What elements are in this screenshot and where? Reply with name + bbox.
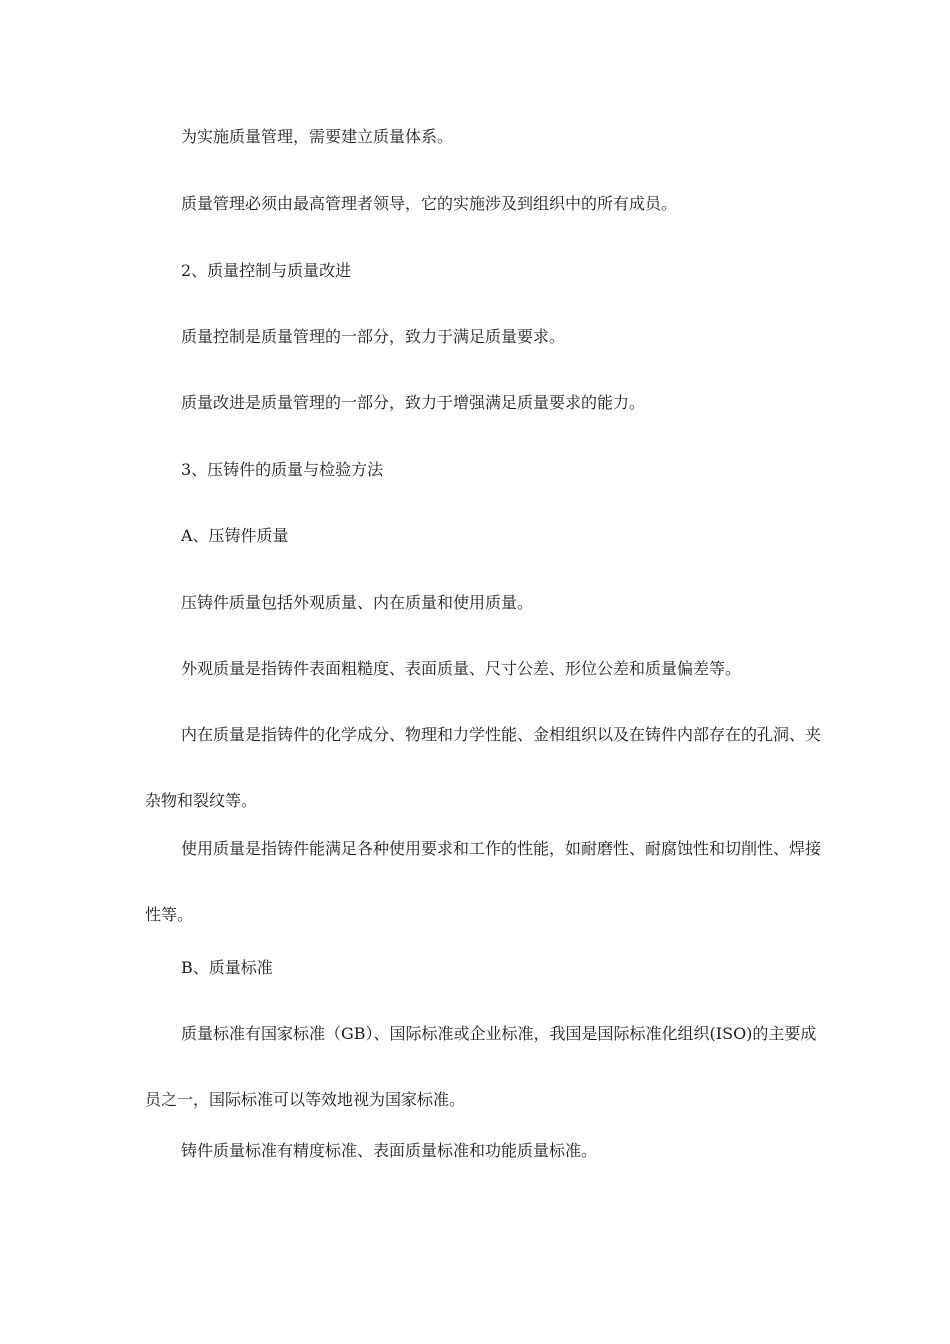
paragraph-quality-types: 压铸件质量包括外观质量、内在质量和使用质量。 — [181, 593, 534, 612]
heading-die-casting-quality-inspection: 3、压铸件的质量与检验方法 — [181, 460, 384, 479]
heading-quality-standards: B、质量标准 — [181, 958, 273, 977]
paragraph-internal-quality: 内在质量是指铸件的化学成分、物理和力学性能、金相组织以及在铸件内部存在的孔洞、夹杂物和裂纹等。 — [145, 725, 822, 810]
paragraph-standards-description: 质量标准有国家标准（GB）、国际标准或企业标准，我国是国际标准化组织(ISO)的主要成员之一，国际标准可以等效地视为国家标准。 — [145, 1024, 817, 1109]
heading-die-casting-quality: A、压铸件质量 — [181, 526, 289, 545]
paragraph-casting-standards: 铸件质量标准有精度标准、表面质量标准和功能质量标准。 — [181, 1141, 598, 1160]
paragraph-use-quality: 使用质量是指铸件能满足各种使用要求和工作的性能，如耐磨性、耐腐蚀性和切削性、焊接性等。 — [145, 839, 822, 924]
paragraph-quality-system: 为实施质量管理，需要建立质量体系。 — [181, 127, 454, 146]
heading-quality-control-improvement: 2、质量控制与质量改进 — [181, 261, 352, 280]
paragraph-quality-control: 质量控制是质量管理的一部分，致力于满足质量要求。 — [181, 327, 566, 346]
paragraph-top-management: 质量管理必须由最高管理者领导，它的实施涉及到组织中的所有成员。 — [181, 194, 678, 213]
paragraph-appearance-quality: 外观质量是指铸件表面粗糙度、表面质量、尺寸公差、形位公差和质量偏差等。 — [181, 659, 742, 678]
paragraph-quality-improvement: 质量改进是质量管理的一部分，致力于增强满足质量要求的能力。 — [181, 393, 646, 412]
